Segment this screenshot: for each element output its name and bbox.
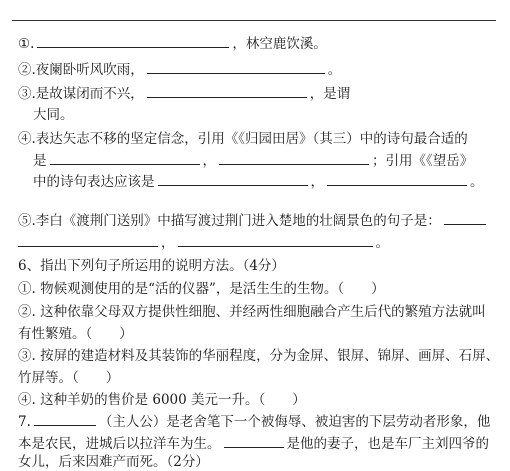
item-2-text: 夜阑卧听风吹雨， <box>35 62 144 78</box>
item-4 <box>18 133 468 147</box>
item-2 <box>18 64 341 78</box>
section-6-title: 6、指出下列句子所运用的说明方法。（4分） <box>18 258 285 274</box>
answer-blank <box>147 96 307 98</box>
item-2-number: ②. <box>18 62 36 78</box>
section-6-sentence-2: ②. 这种依靠父母双方提供性细胞、并经两性细胞融合产生后代的繁殖方法就叫 <box>18 304 486 320</box>
item-3-end: ，是谓 <box>309 86 351 102</box>
item-3 <box>18 88 350 102</box>
section-6-sentence-3: ③. 按屏的建造材料及其装饰的华丽程度，分为金屏、银屏、锦屏、画屏、石屏、 <box>18 348 500 364</box>
item-4-line2: 是 ， ；引用《《望岳》 <box>33 153 474 169</box>
item-1 <box>18 38 327 52</box>
answer-blank <box>50 163 200 165</box>
item-4-line1: 表达矢志不移的坚定信念，引用《《归园田居》（其三）中的诗句最合适的 <box>35 131 468 147</box>
section-7-line2: 本是农民，进城后以拉洋车为生。 是他的妻子，也是车厂主刘四爷的 <box>18 436 489 452</box>
item-5: ⑤.李白《渡荆门送别》中描写渡过荆门进入楚地的壮阔景色的句子是： <box>18 215 489 229</box>
section-6-sentence-4: ④. 这种羊奶的售价是 6000 美元一升。（ ） <box>18 392 306 408</box>
item-3-text: 是故谋闭而不兴， <box>35 86 144 102</box>
answer-blank <box>158 184 308 186</box>
item-4-number: ④. <box>18 131 36 147</box>
section-7-line3: 女儿，后来因难产而死。（2分） <box>18 454 209 470</box>
section-6-sentence-3-cont: 竹屏等。（ ） <box>18 370 120 386</box>
section-6-sentence-1: ①. 物候观测使用的是“活的仪器”，是活生生的生物。（ ） <box>18 281 385 297</box>
item-4-line3: 中的诗句表达应该是 ， 。 <box>33 174 484 190</box>
answer-blank <box>147 72 325 74</box>
item-5-number: ⑤. <box>18 213 36 229</box>
answer-blank <box>37 46 229 48</box>
item-1-number: ①. <box>18 36 35 52</box>
answer-blank <box>224 446 284 448</box>
section-6-sentence-2-cont: 有性繁殖。（ ） <box>18 326 133 342</box>
item-1-text: ，林空鹿饮溪。 <box>232 36 327 52</box>
answer-blank <box>178 245 373 247</box>
answer-blank <box>34 424 96 426</box>
item-3-number: ③. <box>18 86 36 102</box>
section-7-number: 7. <box>18 414 31 430</box>
answer-blank <box>327 184 467 186</box>
answer-blank <box>219 163 369 165</box>
answer-blank <box>18 245 158 247</box>
section-7-line1: 7. （主人公）是老舍笔下一个被侮辱、被迫害的下层劳动者形象，他 <box>18 414 491 430</box>
item-5-line2: ， 。 <box>18 237 389 251</box>
item-3-continuation: 大同。 <box>33 107 74 123</box>
answer-blank <box>444 223 486 225</box>
top-rule <box>12 20 496 21</box>
item-2-end: 。 <box>327 62 342 78</box>
